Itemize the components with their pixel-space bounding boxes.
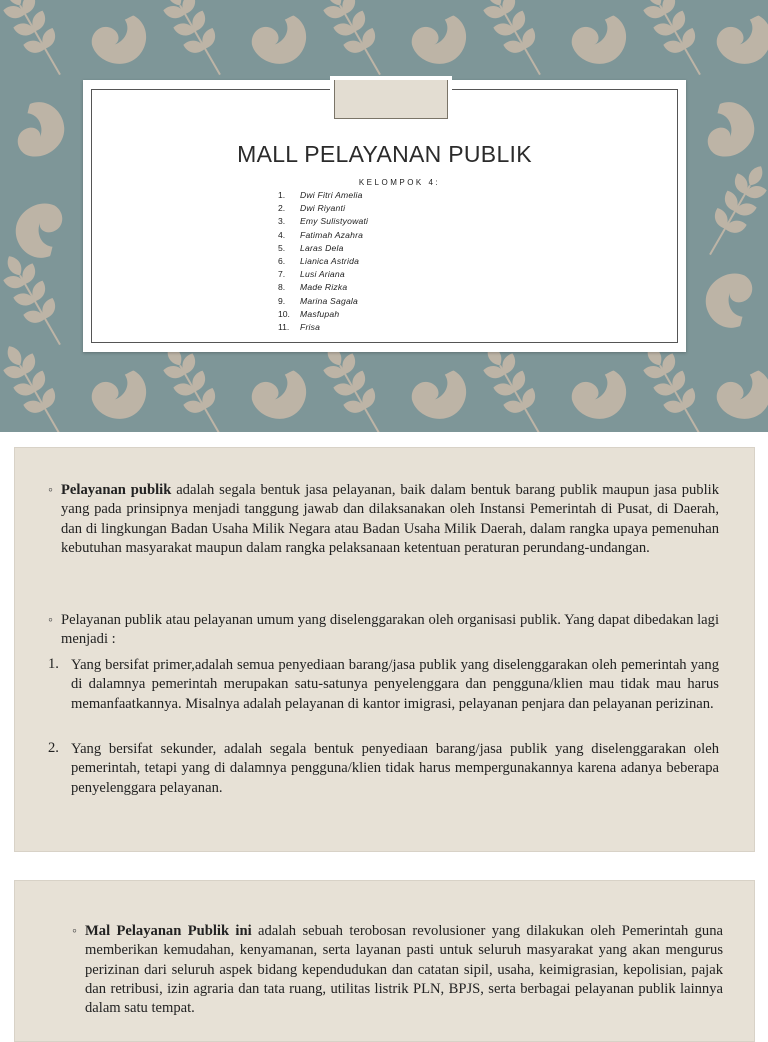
group-label: KELOMPOK 4: bbox=[358, 178, 441, 187]
list-item bbox=[278, 321, 368, 334]
member-name: Masfupah bbox=[300, 308, 340, 319]
list-item-primary: Yang bersifat primer,adalah semua penyediaan barang/jasa publik yang diselenggarakan oleh pemerintah yang di dalamnya pemerintah merupakan satu-satunya penyelenggara dan pengguna/klien mau tidak mau harus memanfaatkannya. Misalnya adalah pelayanan di kantor imigrasi, pelayanan penjara dan pelayanan perizinan. bbox=[71, 657, 719, 712]
list-number: 2. bbox=[48, 740, 59, 756]
list-item bbox=[278, 268, 368, 281]
list-item bbox=[278, 295, 368, 308]
list-item bbox=[278, 189, 368, 202]
list-item bbox=[278, 255, 368, 268]
list-item-secondary: Yang bersifat sekunder, adalah segala bentuk penyediaan barang/jasa publik yang diselenggarakan oleh pemerintah, tetapi yang di dalamnya pengguna/klien tidak harus mempergunakannya karena adanya beberapa penyelenggara pelayanan. bbox=[71, 741, 719, 796]
member-name: Dwi Riyanti bbox=[300, 203, 346, 214]
member-number: 9. bbox=[278, 295, 286, 306]
member-number: 1. bbox=[278, 190, 286, 200]
content-slide-mall bbox=[14, 880, 755, 1042]
member-name: Dwi Fitri Amelia bbox=[300, 190, 363, 200]
paragraph-text: adalah sebuah terobosan revolusioner yang dilakukan oleh Pemerintah guna memberikan kemudahan, kenyamanan, serta layanan pasti untuk seluruh masyarakat yang akan mengurus perizinan dari seluruh aspek bidang kependudukan dan catatan sipil, usaha, keimigrasian, kepolisian, pajak dan retribusi, izin agraria dan tata ruang, utilitas listrik PLN, BPJS, serta berbagai pelayanan publik lainnya dalam satu tempat. bbox=[85, 923, 723, 1017]
member-list bbox=[278, 189, 368, 334]
title-card-border bbox=[91, 89, 678, 343]
member-number: 7. bbox=[278, 269, 286, 280]
member-name: Emy Sulistyowati bbox=[300, 216, 369, 227]
member-number: 11. bbox=[278, 321, 290, 332]
bullet-marker: ◦ bbox=[48, 613, 53, 628]
member-name: Lusi Ariana bbox=[300, 269, 345, 280]
member-number: 2. bbox=[278, 203, 286, 214]
classification-paragraph: Pelayanan publik atau pelayanan umum yang diselenggarakan oleh organisasi publik. Yang dapat dibedakan lagi menjadi : bbox=[61, 612, 719, 648]
title-card bbox=[83, 80, 686, 352]
member-name: Marina Sagala bbox=[300, 295, 359, 306]
member-name: Frisa bbox=[300, 321, 321, 332]
paragraph-text: adalah segala bentuk jasa pelayanan, baik dalam bentuk barang publik maupun jasa publik yang pada prinsipnya menjadi tanggung jawab dan dilaksanakan oleh Instansi Pemerintah di Pusat, di Daerah, dan di lingkungan Badan Usaha Milik Negara atau Badan Usaha Milik Daerah, dalam rangka upaya pemenuhan kebutuhan masyarakat maupun dalam rangka pelaksanaan ketentuan peraturan perundang-undangan. bbox=[61, 482, 719, 556]
cover-slide bbox=[0, 0, 768, 432]
bullet-marker: ◦ bbox=[72, 924, 77, 939]
list-item bbox=[278, 308, 368, 321]
list-item bbox=[278, 229, 368, 242]
bold-term: Pelayanan publik bbox=[61, 482, 172, 498]
list-item bbox=[278, 242, 368, 255]
member-name: Laras Dela bbox=[300, 242, 344, 253]
member-name: Fatimah Azahra bbox=[300, 229, 364, 240]
list-item bbox=[278, 215, 368, 228]
member-name: Made Rizka bbox=[300, 282, 348, 293]
slide-title: MALL PELAYANAN PUBLIK bbox=[237, 141, 532, 167]
definition-paragraph bbox=[61, 481, 719, 558]
bullet-marker: ◦ bbox=[48, 483, 53, 498]
list-number: 1. bbox=[48, 656, 59, 672]
content-slide-definition bbox=[14, 447, 755, 852]
list-item bbox=[278, 202, 368, 215]
list-item bbox=[278, 281, 368, 294]
member-name: Lianica Astrida bbox=[300, 255, 360, 266]
member-number: 10. bbox=[278, 308, 290, 319]
member-number: 5. bbox=[278, 242, 286, 253]
member-number: 4. bbox=[278, 229, 286, 240]
card-tab-decoration bbox=[334, 80, 448, 119]
mall-paragraph bbox=[85, 922, 723, 1018]
bold-term: Mal Pelayanan Publik ini bbox=[85, 923, 252, 939]
member-number: 8. bbox=[278, 282, 286, 293]
member-number: 3. bbox=[278, 216, 286, 227]
member-number: 6. bbox=[278, 255, 286, 266]
